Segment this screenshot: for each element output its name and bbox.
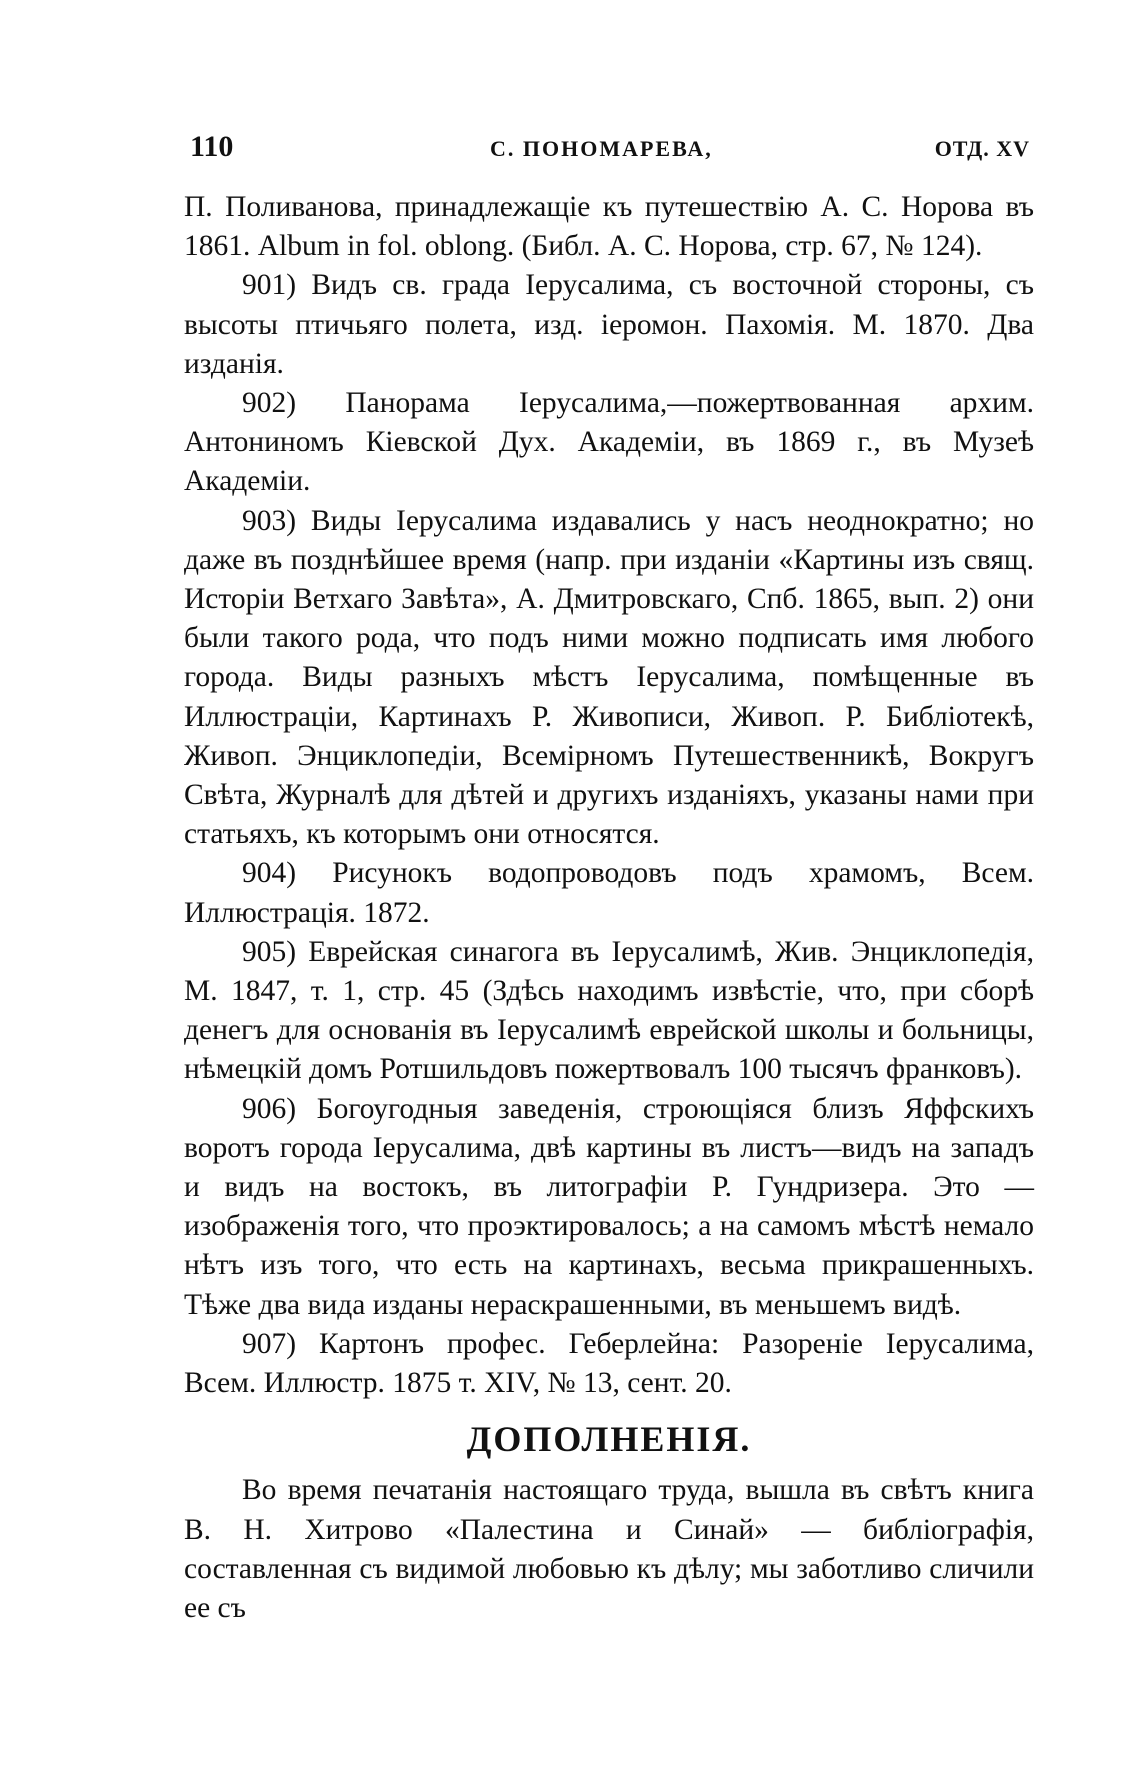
entry-906: 906) Богоугодныя заведенія, строющіяся близъ Яффскихъ воротъ города Іерусалима, двѣ картины въ листъ—видъ на западъ и видъ на востокъ, въ литографіи Р. Гундризера. Это — изображенія того, что проэктировалось; а на самомъ мѣстѣ немало нѣтъ изъ того, что есть на картинахъ, весьма прикрашенныхъ. Тѣже два вида изданы нераскрашенными, въ меньшемъ видѣ. [184, 1092, 1034, 1321]
paragraph-continuation: П. Поливанова, принадлежащіе къ путешествію А. С. Норова въ 1861. Album in fol. oblong. (Библ. А. С. Норова, стр. 67, № 124). [184, 191, 1034, 263]
entry-905: 905) Еврейская синагога въ Іерусалимѣ, Жив. Энциклопедія, М. 1847, т. 1, стр. 45 (Здѣсь находимъ извѣстіе, что, при сборѣ денегъ для основанія въ Іерусалимѣ еврейской школы и больницы, нѣмецкій домъ Ротшильдовъ пожертвовалъ 100 тысячъ франковъ). [184, 935, 1034, 1086]
section-mark: ОТД. XV [934, 136, 1030, 161]
running-head [190, 130, 1030, 170]
entry-903: 903) Виды Іерусалима издавались у насъ неоднократно; но даже въ позднѣйшее время (напр. при изданіи «Картины изъ свящ. Исторіи Ветхаго Завѣта», А. Дмитровскаго, Спб. 1865, вып. 2) они были такого рода, что подъ ними можно подписать имя любого города. Виды разныхъ мѣстъ Іерусалима, помѣщенные въ Иллюстраціи, Картинахъ Р. Живописи, Живоп. Р. Библіотекѣ, Живоп. Энциклопедіи, Всемірномъ Путешественникѣ, Вокругъ Свѣта, Журналѣ для дѣтей и другихъ изданіяхъ, указаны нами при статьяхъ, къ которымъ они относятся. [184, 504, 1034, 851]
entry-902: 902) Панорама Іерусалима,—пожертвованная архим. Антониномъ Кіевской Дух. Академіи, въ 1869 г., въ Музеѣ Академіи. [184, 387, 1034, 498]
entry-901: 901) Видъ св. града Іерусалима, съ восточной стороны, съ высоты птичьяго полета, изд. іеромон. Пахомія. М. 1870. Два изданія. [184, 269, 1034, 380]
running-title: С. ПОНОМАРЕВА, [490, 136, 713, 161]
entry-907: 907) Картонъ профес. Геберлейна: Разореніе Іерусалима, Всем. Иллюстр. 1875 т. XIV, № 13, сент. 20. [184, 1327, 1034, 1400]
section-heading: ДОПОЛНЕНІЯ. [466, 1419, 752, 1460]
page-number: 110 [190, 130, 234, 163]
closing-paragraph: Во время печатанія настоящаго труда, вышла въ свѣтъ книга В. Н. Хитрово «Палестина и Синай» — библіографія, составленная съ видимой любовью къ дѣлу; мы заботливо сличили ее съ [184, 1474, 1034, 1624]
entry-904: 904) Рисунокъ водопроводовъ подъ храмомъ, Всем. Иллюстрація. 1872. [184, 857, 1034, 929]
body-text [184, 188, 1034, 1628]
